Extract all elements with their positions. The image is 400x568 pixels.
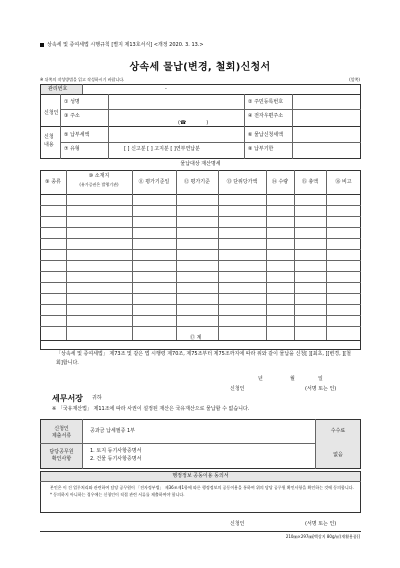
asset-total-label: ⑰ 계 xyxy=(190,335,202,341)
consent-applicant-label: 신청인 xyxy=(230,521,245,527)
verify-items-label: 담당공무원 확인사항 xyxy=(49,449,74,462)
paid-amount-label: ⑥ 물납신청세액 xyxy=(248,132,284,138)
declaration-sign-note[interactable]: (서명 또는 인) xyxy=(305,386,337,392)
asset-col-header: ⑮ 총액 xyxy=(301,179,319,185)
fee-label: 수수료 xyxy=(330,428,346,434)
submit-doc-item: 공과금 납세필증 1부 xyxy=(90,428,136,434)
declaration-text: 「상속세 및 증여세법」 제73조 및 같은 법 시행령 제70조, 제75조부터 제75조까지에 따라 위와 같이 물납을 신청[ ][최초, ][변경, ][철회]합니다. xyxy=(56,351,352,366)
tax-amount-label: ⑤ 납부세액 xyxy=(64,132,90,138)
declaration-applicant-label: 신청인 xyxy=(230,386,245,392)
consent-text: 본인은 이 건 업무처리와 관련하여 담당 공무원이 「전자정부법」 제36조제1항에 따른 행정정보의 공동이용을 통하여 위의 담당 공무원 확인사항을 확인하는 것에 동의합니다. * 동의하지 아니하는 경우에는 신청인이 직접 관련 서류를 제출하여야 합니다. xyxy=(50,485,354,497)
date-day[interactable]: 일 xyxy=(318,376,323,382)
verify-item: 1. 토지 등기사항증명서 xyxy=(90,448,142,454)
mgmt-no-label: 관리번호 xyxy=(48,86,68,92)
deadline-label: ⑧ 납부기한 xyxy=(248,146,274,152)
state-property-note: ※ 「국유재산법」 제11조에 따라 사권이 설정된 재산은 국유재산으로 물납할 수 없습니다. xyxy=(52,406,250,412)
verify-item: 2. 건물 등기사항증명서 xyxy=(90,456,142,462)
consent-sign-note[interactable]: (서명 또는 인) xyxy=(305,521,337,527)
type-label: ⑦ 유형 xyxy=(64,146,80,152)
page-side-label: (앞쪽) xyxy=(349,77,360,82)
form-title: 상속세 물납(변경, 철회)신청서 xyxy=(129,62,271,73)
paper-spec-footer: 210㎜×297㎜[백상지 80g/㎡(재활용품)] xyxy=(285,534,360,539)
date-month[interactable]: 월 xyxy=(290,376,295,382)
rrn-label: ② 주민등록번호 xyxy=(248,99,284,105)
asset-section-title: 물납대상 재산명세 xyxy=(180,161,221,167)
type-options[interactable]: [ ] 신고분 [ ] 고지분 [ ]연부연납분 xyxy=(124,146,200,152)
submit-docs-label: 신청인 제출서류 xyxy=(51,426,72,439)
asset-col-header: ⑨ 종류 xyxy=(45,179,61,185)
date-year[interactable]: 년 xyxy=(258,376,263,382)
recipient-office: 세무서장 xyxy=(52,394,83,403)
form-law-reference: 상속세 및 증여세법 시행규칙 [별지 제13호서식] <개정 2020. 3. 13.> xyxy=(47,42,204,48)
mgmt-no-value[interactable]: - xyxy=(165,86,167,92)
email-label: ④ 전자우편주소 xyxy=(248,113,284,119)
attachments-table xyxy=(40,419,361,469)
recipient-suffix: 귀하 xyxy=(92,395,102,401)
asset-col-header: ⑭ 수량 xyxy=(271,179,289,185)
address-label: ③ 주소 xyxy=(64,113,80,119)
square-bullet-icon xyxy=(40,43,44,47)
asset-col-header: ⑩ 소재지 xyxy=(88,173,110,179)
notice-text: ※ 뒤쪽의 작성방법을 읽고 작성하시기 바랍니다. xyxy=(40,77,125,82)
asset-col-header: ⑯ 비고 xyxy=(335,179,352,185)
consent-title: 행정정보 공동이용 동의서 xyxy=(172,473,229,479)
asset-col-header: ⑬ 단위당가액 xyxy=(226,179,258,185)
phone-icon: (☎ ) xyxy=(178,120,209,126)
asset-col-subheader: (유가증권은 발행기관) xyxy=(79,182,119,187)
name-label: ① 성명 xyxy=(64,99,80,105)
asset-col-header: ⑪ 평가기준일 xyxy=(138,179,170,185)
request-label: 신청 내용 xyxy=(44,134,54,148)
form-header xyxy=(40,41,204,48)
applicant-label: 신청인 xyxy=(44,110,59,116)
asset-col-header: ⑫ 평가기준 xyxy=(184,179,210,185)
fee-value: 없음 xyxy=(333,452,343,458)
